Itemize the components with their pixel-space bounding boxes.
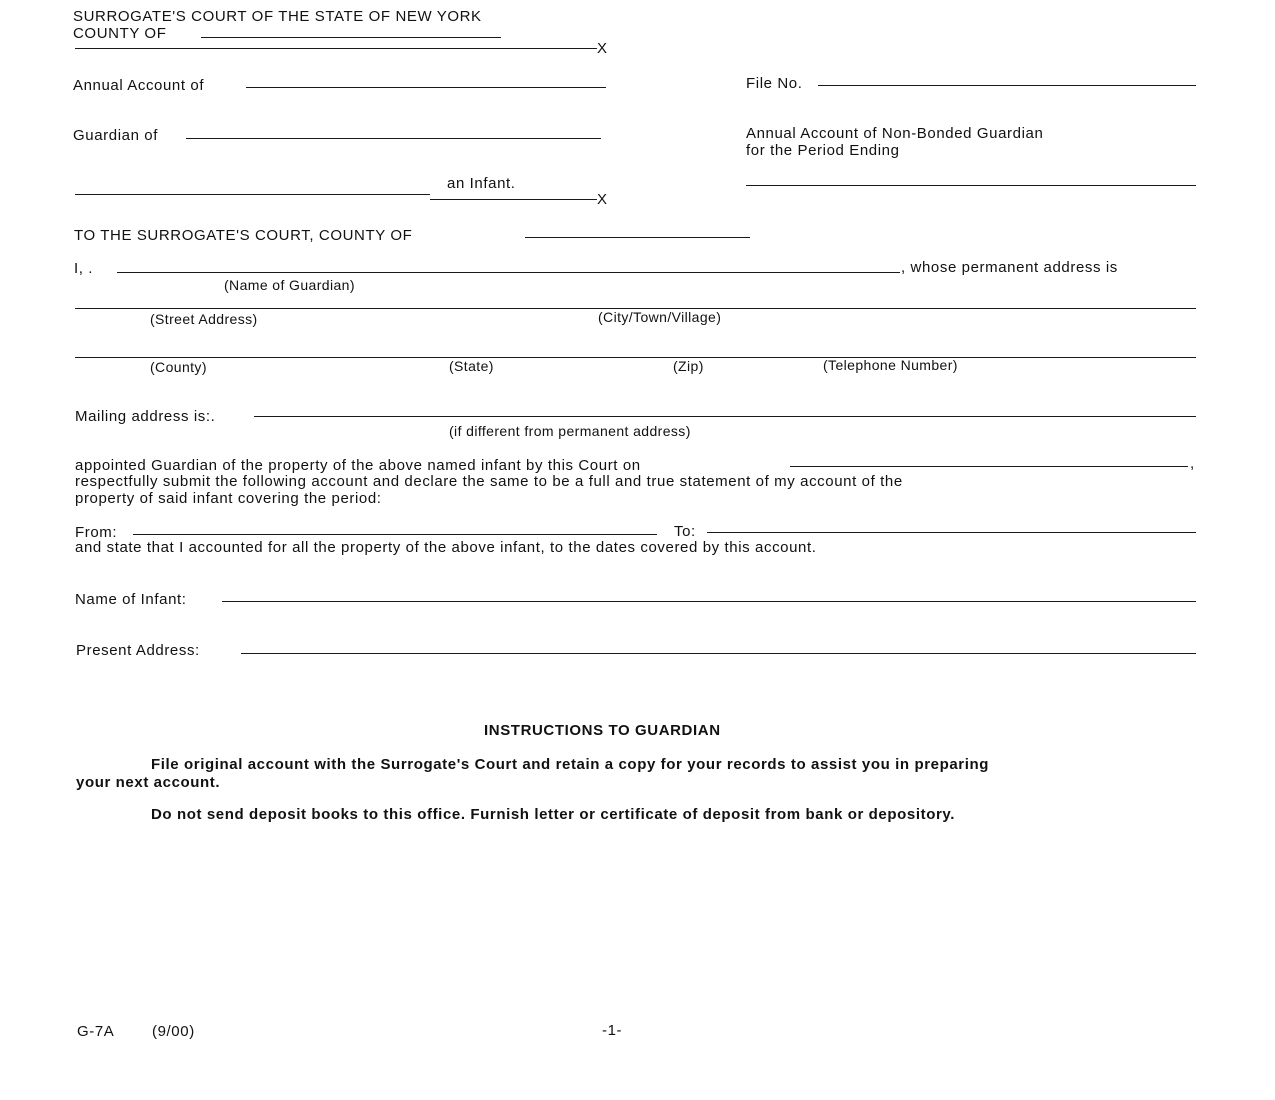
name-of-infant-label: Name of Infant: xyxy=(75,591,187,608)
form-id: G-7A xyxy=(77,1023,115,1040)
to-court-county-line xyxy=(525,237,750,238)
annual-account-label: Annual Account of xyxy=(73,77,205,94)
file-no-field[interactable] xyxy=(818,69,1196,85)
to-label: To: xyxy=(674,523,696,540)
state-caption: (State) xyxy=(449,358,494,374)
county-field[interactable] xyxy=(201,21,501,37)
caption-divider-top xyxy=(75,48,597,49)
period-ending-field[interactable] xyxy=(746,169,1196,185)
name-of-guardian-caption: (Name of Guardian) xyxy=(224,277,355,293)
city-field[interactable] xyxy=(598,292,1196,308)
name-of-infant-field[interactable] xyxy=(222,585,1196,601)
zip-field[interactable] xyxy=(673,341,820,357)
county-field-petition[interactable] xyxy=(75,341,445,357)
appointed-line1: appointed Guardian of the property of the above named infant by this Court on xyxy=(75,457,641,474)
instructions-para1-line2: your next account. xyxy=(76,774,221,791)
instructions-heading: INSTRUCTIONS TO GUARDIAN xyxy=(484,722,721,739)
present-address-label: Present Address: xyxy=(76,642,200,659)
annual-account-field[interactable] xyxy=(246,71,606,87)
from-date-line xyxy=(133,534,657,535)
guardian-of-label: Guardian of xyxy=(73,127,158,144)
to-date-field[interactable] xyxy=(707,516,1196,532)
an-infant-label: an Infant. xyxy=(447,175,516,192)
account-type-line1: Annual Account of Non-Bonded Guardian xyxy=(746,125,1044,142)
telephone-caption: (Telephone Number) xyxy=(823,357,958,373)
mailing-address-field[interactable] xyxy=(254,400,1196,416)
from-date-field[interactable] xyxy=(133,518,657,534)
guardian-name-line xyxy=(117,272,900,273)
infant-name-caption-line xyxy=(75,194,430,195)
appointed-line2: respectfully submit the following account and declare the same to be a full and true statement of my account of the xyxy=(75,473,903,490)
i-label: I, . xyxy=(74,260,94,277)
county-label: COUNTY OF xyxy=(73,25,167,42)
account-type-line2: for the Period Ending xyxy=(746,142,900,159)
file-no-label: File No. xyxy=(746,75,803,92)
mailing-address-line xyxy=(254,416,1196,417)
appointed-date-field[interactable] xyxy=(790,450,1188,466)
telephone-field[interactable] xyxy=(823,341,1196,357)
street-caption: (Street Address) xyxy=(150,311,258,327)
caption-divider-bottom xyxy=(430,199,597,200)
present-address-field[interactable] xyxy=(241,637,1196,653)
name-of-infant-line xyxy=(222,601,1196,602)
state-field[interactable] xyxy=(448,341,670,357)
present-address-line xyxy=(241,653,1196,654)
whose-address-label: , whose permanent address is xyxy=(901,259,1118,276)
annual-account-line xyxy=(246,87,606,88)
caption-x-mark-bottom: X xyxy=(597,191,608,208)
instructions-para1-line1: File original account with the Surrogate's Court and retain a copy for your records to assist you in preparing xyxy=(151,756,990,773)
infant-name-caption-field[interactable] xyxy=(75,178,430,194)
appointed-line3: property of said infant covering the period: xyxy=(75,490,382,507)
form-revision: (9/00) xyxy=(152,1023,195,1040)
to-court-county-field[interactable] xyxy=(525,221,750,237)
mailing-caption: (if different from permanent address) xyxy=(449,423,691,439)
appointed-comma: , xyxy=(1190,455,1195,472)
to-court-label: TO THE SURROGATE'S COURT, COUNTY OF xyxy=(74,227,413,244)
file-no-line xyxy=(818,85,1196,86)
period-ending-line xyxy=(746,185,1196,186)
mailing-address-label: Mailing address is:. xyxy=(75,408,216,425)
guardian-of-line xyxy=(186,138,601,139)
guardian-name-field[interactable] xyxy=(117,256,900,272)
county-state-zip-phone-line xyxy=(75,357,1196,358)
county-line xyxy=(201,37,501,38)
street-address-field[interactable] xyxy=(75,292,595,308)
guardian-of-field[interactable] xyxy=(186,122,601,138)
court-title: SURROGATE'S COURT OF THE STATE OF NEW YORK xyxy=(73,8,482,25)
caption-x-mark-top: X xyxy=(597,40,608,57)
zip-caption: (Zip) xyxy=(673,358,704,374)
to-date-line xyxy=(707,532,1196,533)
page-number: -1- xyxy=(602,1022,623,1039)
accounted-statement: and state that I accounted for all the property of the above infant, to the dates covered by this account. xyxy=(75,539,817,556)
city-caption: (City/Town/Village) xyxy=(598,309,722,325)
instructions-para2: Do not send deposit books to this office. Furnish letter or certificate of deposit from bank or depository. xyxy=(151,806,955,823)
county-caption: (County) xyxy=(150,359,207,375)
appointed-date-line xyxy=(790,466,1188,467)
from-label: From: xyxy=(75,524,118,541)
